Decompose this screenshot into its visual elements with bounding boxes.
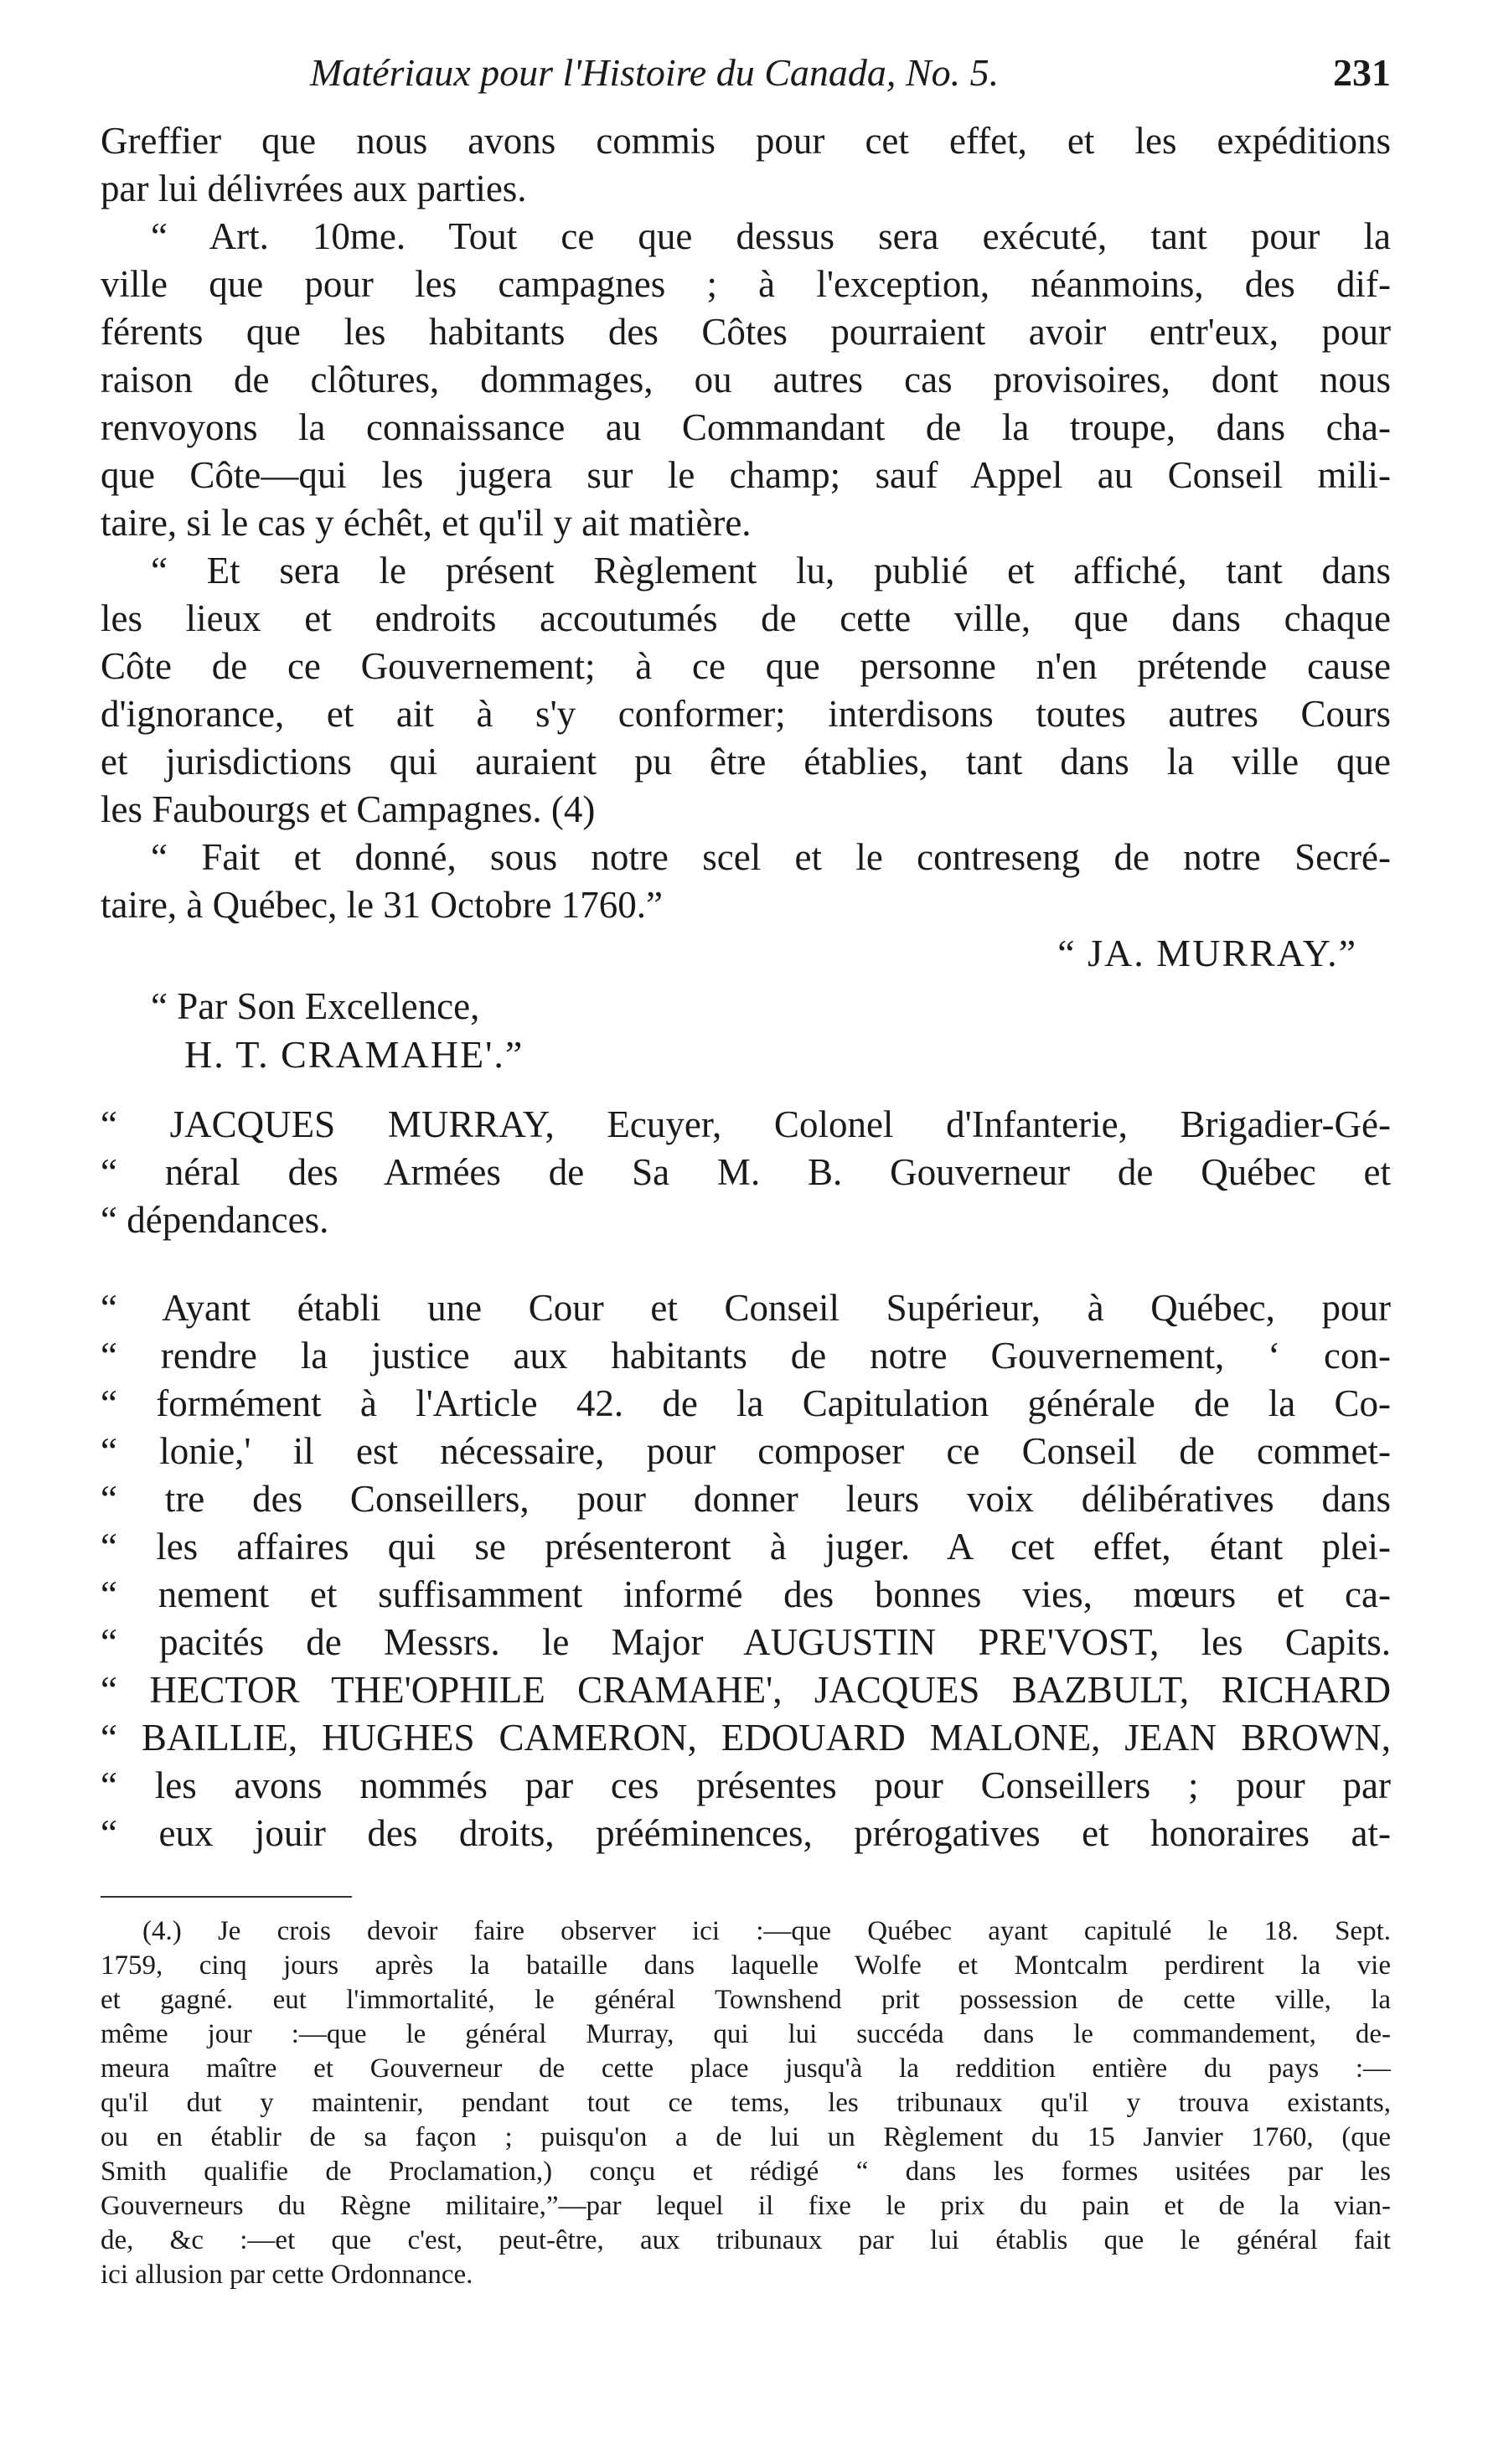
text-line: “ BAILLIE, HUGHES CAMERON, EDOUARD MALONE, JEAN BROWN, (101, 1717, 1391, 1759)
text-line: “ lonie,' il est nécessaire, pour composer ce Conseil de commet- (101, 1430, 1391, 1472)
text-line: “ eux jouir des droits, prééminences, prérogatives et honoraires at- (101, 1812, 1391, 1854)
text-line: et jurisdictions qui auraient pu être établies, tant dans la ville que (101, 741, 1391, 783)
text-line: “ pacités de Messrs. le Major AUGUSTIN PRE'VOST, les Capits. (101, 1621, 1391, 1663)
text-line: “ nement et suffisamment informé des bonnes vies, mœurs et ca- (101, 1573, 1391, 1615)
text-line: “ Fait et donné, sous notre scel et le contreseng de notre Secré- (151, 836, 1391, 878)
footnote-line: et gagné. eut l'immortalité, le général Townshend prit possession de cette ville, la (101, 1985, 1391, 2015)
document-page (101, 50, 1391, 2292)
footnote-line: ou en établir de sa façon ; puisqu'on a de lui un Règlement du 15 Janvier 1760, (que (101, 2122, 1391, 2152)
text-line: “ néral des Armées de Sa M. B. Gouverneur de Québec et (101, 1151, 1391, 1193)
text-line: les lieux et endroits accoutumés de cette ville, que dans chaque (101, 597, 1391, 639)
text-line: “ JACQUES MURRAY, Ecuyer, Colonel d'Infanterie, Brigadier-Gé- (101, 1103, 1391, 1145)
text-line: d'ignorance, et ait à s'y conformer; interdisons toutes autres Cours (101, 693, 1391, 735)
text-line: par lui délivrées aux parties. (101, 168, 527, 209)
footnote (101, 1914, 1391, 2292)
text-line: “ formément à l'Article 42. de la Capitulation générale de la Co- (101, 1382, 1391, 1424)
text-line: taire, à Québec, le 31 Octobre 1760.” (101, 884, 663, 926)
text-line: férents que les habitants des Côtes pourraient avoir entr'eux, pour (101, 311, 1391, 353)
footnote-line: même jour :—que le général Murray, qui lui succéda dans le commandement, de- (101, 2019, 1391, 2049)
text-line: “ rendre la justice aux habitants de notre Gouvernement, ‘ con- (101, 1335, 1391, 1377)
text-line: que Côte—qui les jugera sur le champ; sauf Appel au Conseil mili- (101, 454, 1391, 496)
footnote-line: Gouverneurs du Règne militaire,”—par lequel il fixe le prix du pain et de la vian- (101, 2191, 1391, 2221)
footnote-line: ici allusion par cette Ordonnance. (101, 2260, 473, 2290)
text-line: les Faubourgs et Campagnes. (4) (101, 788, 596, 830)
text-line: raison de clôtures, dommages, ou autres cas provisoires, dont nous (101, 359, 1391, 400)
footnote-line: (4.) Je crois devoir faire observer ici :—que Québec ayant capitulé le 18. Sept. (142, 1916, 1391, 1946)
footnote-line: 1759, cinq jours après la bataille dans laquelle Wolfe et Montcalm perdirent la vie (101, 1950, 1391, 1981)
ordinance-body (101, 1284, 1391, 1857)
signature-cramahe: H. T. CRAMAHE'.” (184, 1033, 524, 1076)
text-line: “ tre des Conseillers, pour donner leurs voix délibératives dans (101, 1478, 1391, 1520)
text-line: “ Art. 10me. Tout ce que dessus sera exécuté, tant pour la (151, 215, 1391, 257)
text-line: Côte de ce Gouvernement; à ce que personne n'en prétende cause (101, 645, 1391, 687)
text-line: “ les avons nommés par ces présentes pour Conseillers ; pour par (101, 1764, 1391, 1806)
text-line: “ dépendances. (101, 1199, 329, 1241)
running-title: Matériaux pour l'Histoire du Canada, No. 5. (310, 51, 1000, 94)
text-line: “ Et sera le présent Règlement lu, publié et affiché, tant dans (151, 550, 1391, 591)
footnote-divider (101, 1896, 352, 1898)
body-text (101, 117, 1391, 1857)
footnote-line: Smith qualifie de Proclamation,) conçu et rédigé “ dans les formes usitées par les (101, 2157, 1391, 2187)
text-line: renvoyons la connaissance au Commandant de la troupe, dans cha- (101, 406, 1391, 448)
text-line: ville que pour les campagnes ; à l'exception, néanmoins, des dif- (101, 263, 1391, 305)
text-line: “ HECTOR THE'OPHILE CRAMAHE', JACQUES BAZBULT, RICHARD (101, 1669, 1391, 1711)
text-line: “ Ayant établi une Cour et Conseil Supérieur, à Québec, pour (101, 1287, 1391, 1329)
footnote-line: de, &c :—et que c'est, peut-être, aux tribunaux par lui établis que le général fait (101, 2225, 1391, 2255)
text-line: taire, si le cas y échêt, et qu'il y ait matière. (101, 502, 752, 544)
paragraph-continuation (101, 117, 1391, 213)
footnote-line: meura maître et Gouverneur de cette place jusqu'à la reddition entière du pays :— (101, 2053, 1391, 2084)
text-line: “ les affaires qui se présenteront à juger. A cet effet, étant plei- (101, 1526, 1391, 1568)
paragraph-date (101, 834, 1391, 929)
footnote-line: qu'il dut y maintenir, pendant tout ce tems, les tribunaux qu'il y trouva existants, (101, 2088, 1391, 2118)
countersign-label: “ Par Son Excellence, (151, 985, 480, 1027)
signature-murray: “ JA. MURRAY.” (1057, 932, 1357, 974)
running-header (101, 50, 1391, 117)
text-line: Greffier que nous avons commis pour cet effet, et les expéditions (101, 120, 1391, 162)
page-number: 231 (1333, 51, 1391, 94)
ordinance-heading (101, 1101, 1391, 1244)
paragraph-publication (101, 547, 1391, 834)
paragraph-article-10 (101, 213, 1391, 547)
